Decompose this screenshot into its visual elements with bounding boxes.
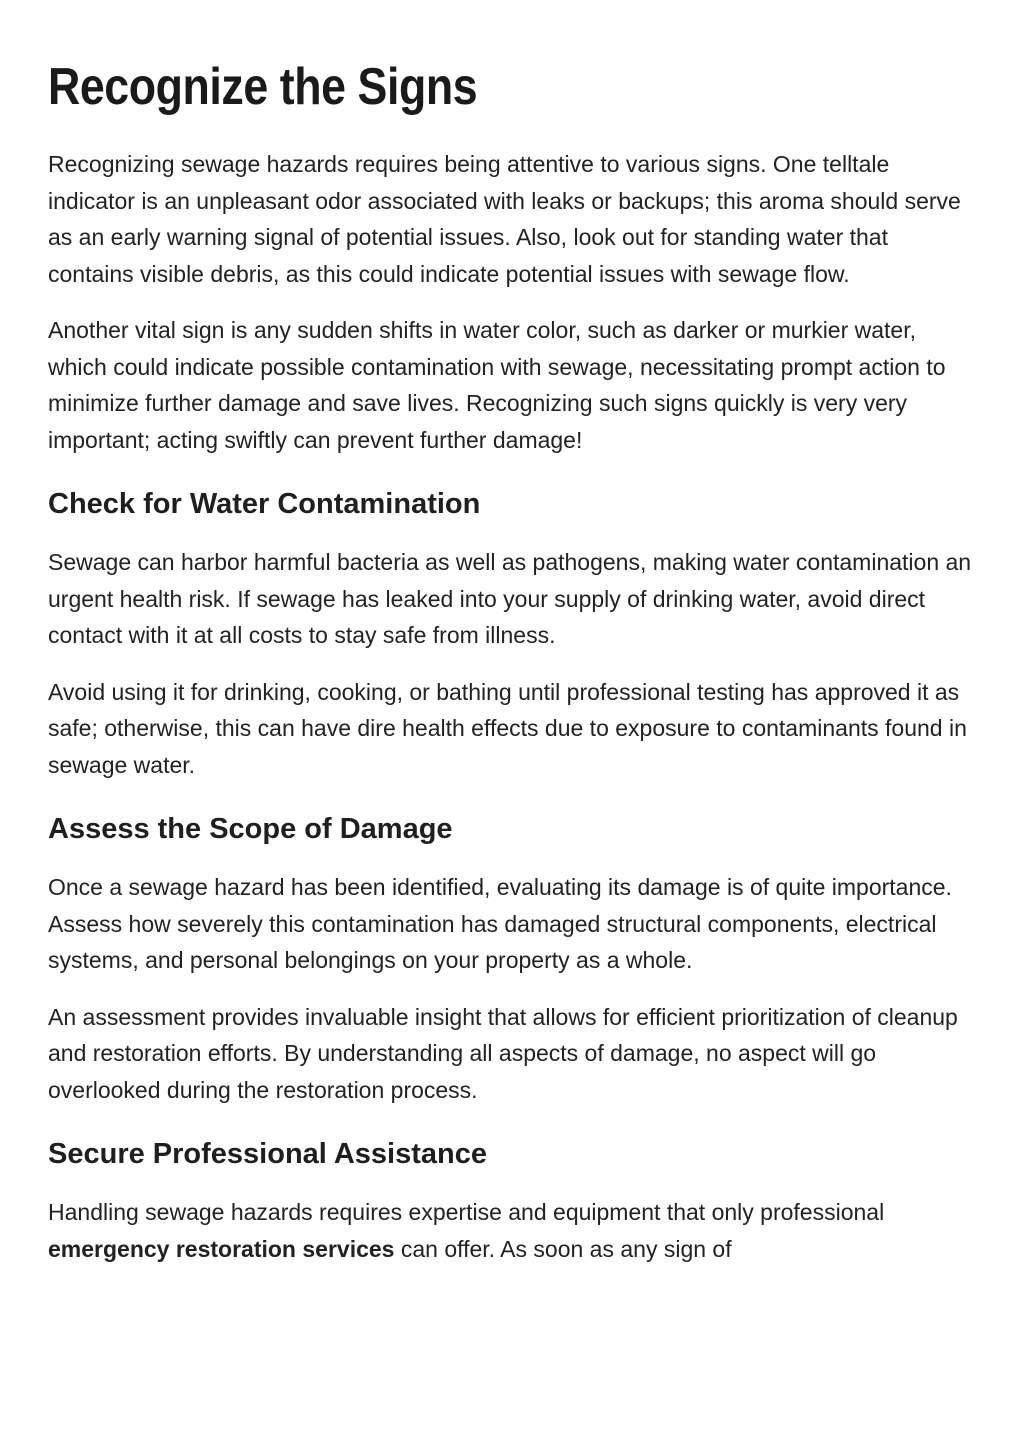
section-heading-water-contamination: Check for Water Contamination bbox=[48, 488, 481, 520]
water-contamination-paragraph-1: Sewage can harbor harmful bacteria as well as pathogens, making water contamination an urgent health risk. If sewage has leaked into your supply of drinking water, avoid direct contact with it at all costs to stay safe from illness. bbox=[48, 549, 972, 648]
damage-scope-paragraph-1: Once a sewage hazard has been identified, evaluating its damage is of quite importance. Assess how severely this contamination has damaged structural components, electrical systems, and personal belongings on your property as a whole. bbox=[48, 874, 952, 973]
intro-paragraph-1: Recognizing sewage hazards requires being attentive to various signs. One telltale indicator is an unpleasant odor associated with leaks or backups; this aroma should serve as an early warning signal of potential issues. Also, look out for standing water that contains visible debris, as this could indicate potential issues with sewage flow. bbox=[48, 151, 961, 287]
emergency-restoration-services-emphasis: emergency restoration services bbox=[48, 1235, 395, 1262]
professional-assistance-paragraph-1 bbox=[48, 1194, 974, 1267]
intro-paragraph-2: Another vital sign is any sudden shifts in water color, such as darker or murkier water, which could indicate possible contamination with sewage, necessitating prompt action to minimize further damage and save lives. Recognizing such signs quickly is very very important; acting swiftly can prevent further damage! bbox=[48, 317, 946, 453]
paragraph-text-before-link: Handling sewage hazards requires expertise and equipment that only professional bbox=[48, 1199, 885, 1225]
section-heading-professional-assistance: Secure Professional Assistance bbox=[48, 1138, 487, 1170]
page-title: Recognize the Signs bbox=[48, 58, 478, 116]
damage-scope-paragraph-2: An assessment provides invaluable insight that allows for efficient prioritization of cleanup and restoration efforts. By understanding all aspects of damage, no aspect will go overlooked during the restoration process. bbox=[48, 1003, 958, 1103]
water-contamination-paragraph-2: Avoid using it for drinking, cooking, or bathing until professional testing has approved it as safe; otherwise, this can have dire health effects due to exposure to contaminants found in sewage water. bbox=[48, 678, 967, 778]
paragraph-text-after-link: can offer. As soon as any sign of bbox=[394, 1235, 732, 1262]
section-heading-damage-scope: Assess the Scope of Damage bbox=[48, 813, 453, 845]
